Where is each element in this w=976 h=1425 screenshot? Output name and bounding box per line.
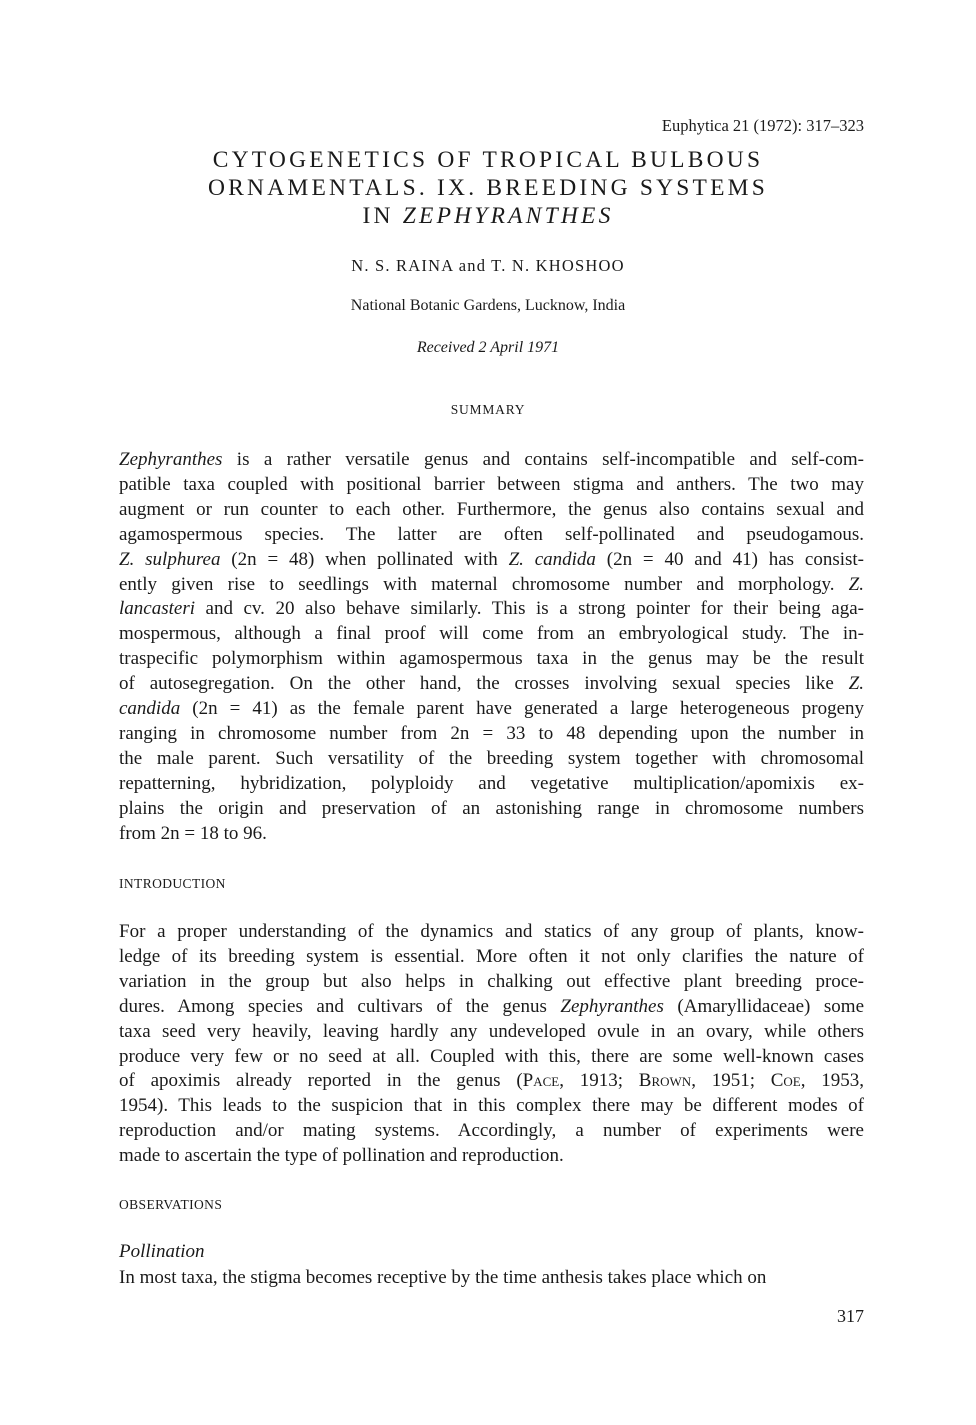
- text-run: traspecific polymorphism within agamospermous taxa in the genus may be the result: [119, 648, 864, 670]
- text-line: [119, 1094, 864, 1119]
- text-run: agamospermous species. The latter are often self-pollinated and pseudogamous.: [119, 523, 864, 545]
- italic-term: Zephyranthes: [119, 449, 223, 470]
- italic-term: Z.: [848, 573, 864, 595]
- text-run: repatterning, hybridization, polyploidy and vegetative multiplication/apomixis ex-: [119, 772, 864, 794]
- citation-author: Pace: [522, 1070, 560, 1092]
- text-run: augment or run counter to each other. Furthermore, the genus also contains sexual and: [119, 498, 864, 520]
- text-line: [119, 523, 864, 548]
- text-run: (2n = 48) when pollinated with: [220, 548, 509, 570]
- citation-author: Coe: [770, 1070, 801, 1092]
- text-line: [119, 722, 864, 747]
- summary-paragraph: [119, 448, 864, 847]
- text-line: [119, 797, 864, 822]
- authors: N. S. RAINA and T. N. KHOSHOO: [351, 256, 625, 275]
- journal-reference: Euphytica 21 (1972): 317–323: [661, 116, 864, 135]
- title-line-3-prefix: IN: [362, 203, 403, 229]
- text-run: ledge of its breeding system is essential. More often it not only clarifies the nature of: [119, 945, 864, 967]
- italic-term: candida: [119, 698, 181, 720]
- text-run: is a rather versatile genus and contains self-incompatible and self-com-: [222, 449, 864, 470]
- pollination-subheading: Pollination: [119, 1241, 205, 1262]
- text-line: [119, 448, 864, 473]
- text-line: [119, 697, 864, 722]
- text-run: made to ascertain the type of pollination and reproduction.: [119, 1145, 564, 1167]
- title-line-2: ORNAMENTALS. IX. BREEDING SYSTEMS: [207, 175, 769, 201]
- text-line: [119, 647, 864, 672]
- text-run: patible taxa coupled with positional barrier between stigma and anthers. The two may: [119, 473, 864, 495]
- text-line: [119, 1266, 864, 1291]
- text-run: reproduction and/or mating systems. Accordingly, a number of experiments were: [119, 1120, 864, 1142]
- text-run: In most taxa, the stigma becomes receptive by the time anthesis takes place which on: [119, 1267, 767, 1288]
- text-run: of autosegregation. On the other hand, the crosses involving sexual species like: [119, 673, 849, 695]
- text-run: produce very few or no seed at all. Coupled with this, there are some well-known cases: [119, 1045, 864, 1067]
- text-line: [119, 548, 864, 573]
- text-line: [119, 822, 864, 847]
- text-line: [119, 772, 864, 797]
- text-line: [119, 498, 864, 523]
- text-line: [119, 995, 864, 1020]
- text-line: [119, 573, 864, 598]
- title-genus: ZEPHYRANTHES: [402, 203, 614, 229]
- text-run: and cv. 20 also behave similarly. This is a strong pointer for their being aga-: [195, 598, 864, 620]
- text-line: [119, 1144, 864, 1169]
- text-run: (2n = 40 and 41) has consist-: [595, 548, 864, 570]
- text-run: (2n = 41) as the female parent have generated a large heterogeneous progeny: [180, 698, 864, 720]
- text-line: [119, 747, 864, 772]
- text-run: the male parent. Such versatility of the breeding system together with chromosomal: [119, 747, 864, 769]
- text-line: [119, 597, 864, 622]
- text-run: from 2n = 18 to 96.: [119, 822, 267, 844]
- text-run: , 1953,: [800, 1070, 865, 1092]
- italic-term: Zephyranthes: [560, 995, 664, 1017]
- text-line: [119, 1020, 864, 1045]
- text-run: variation in the group but also helps in chalking out effective plant breeding proce-: [119, 970, 864, 992]
- text-run: ently given rise to seedlings with maternal chromosome number and morphology.: [119, 573, 849, 595]
- text-line: [119, 622, 864, 647]
- title-line-3: [0, 202, 976, 230]
- text-run: taxa seed very heavily, leaving hardly any undeveloped ovule in an ovary, while others: [119, 1020, 864, 1042]
- text-run: plains the origin and preservation of an astonishing range in chromosome numbers: [119, 797, 864, 819]
- text-run: , 1951;: [691, 1070, 771, 1092]
- text-run: 1954). This leads to the suspicion that in this complex there may be different modes of: [119, 1095, 864, 1117]
- text-line: [119, 945, 864, 970]
- text-line: [119, 1069, 864, 1094]
- observations-paragraph: [119, 1266, 864, 1291]
- text-run: ranging in chromosome number from 2n = 33 to 48 depending upon the number in: [119, 722, 864, 744]
- italic-term: Z. sulphurea: [119, 548, 221, 570]
- text-line: [119, 1045, 864, 1070]
- citation-author: Brown: [638, 1070, 692, 1092]
- text-run: , 1913;: [559, 1070, 639, 1092]
- italic-term: lancasteri: [119, 598, 195, 620]
- text-run: mospermous, although a final proof will come from an embryological study. The in-: [119, 623, 864, 645]
- text-line: [119, 672, 864, 697]
- introduction-heading: INTRODUCTION: [119, 876, 226, 891]
- title-line-1: CYTOGENETICS OF TROPICAL BULBOUS: [212, 147, 764, 173]
- text-run: dures. Among species and cultivars of the genus: [119, 995, 561, 1017]
- italic-term: Z. candida: [508, 548, 596, 570]
- text-line: [119, 970, 864, 995]
- affiliation: National Botanic Gardens, Lucknow, India: [350, 297, 626, 314]
- observations-heading: OBSERVATIONS: [119, 1197, 223, 1212]
- text-run: For a proper understanding of the dynamics and statics of any group of plants, know-: [119, 921, 864, 942]
- text-run: (Amaryllidaceae) some: [663, 995, 864, 1017]
- italic-term: Z.: [848, 673, 864, 695]
- text-line: [119, 920, 864, 945]
- summary-heading: SUMMARY: [450, 402, 526, 417]
- introduction-paragraph: [119, 920, 864, 1169]
- page-number: 317: [837, 1306, 864, 1326]
- text-run: of apoximis already reported in the genus (: [119, 1070, 523, 1092]
- text-line: [119, 1119, 864, 1144]
- received-date: Received 2 April 1971: [416, 339, 560, 356]
- article-title: [0, 146, 976, 230]
- text-line: [119, 473, 864, 498]
